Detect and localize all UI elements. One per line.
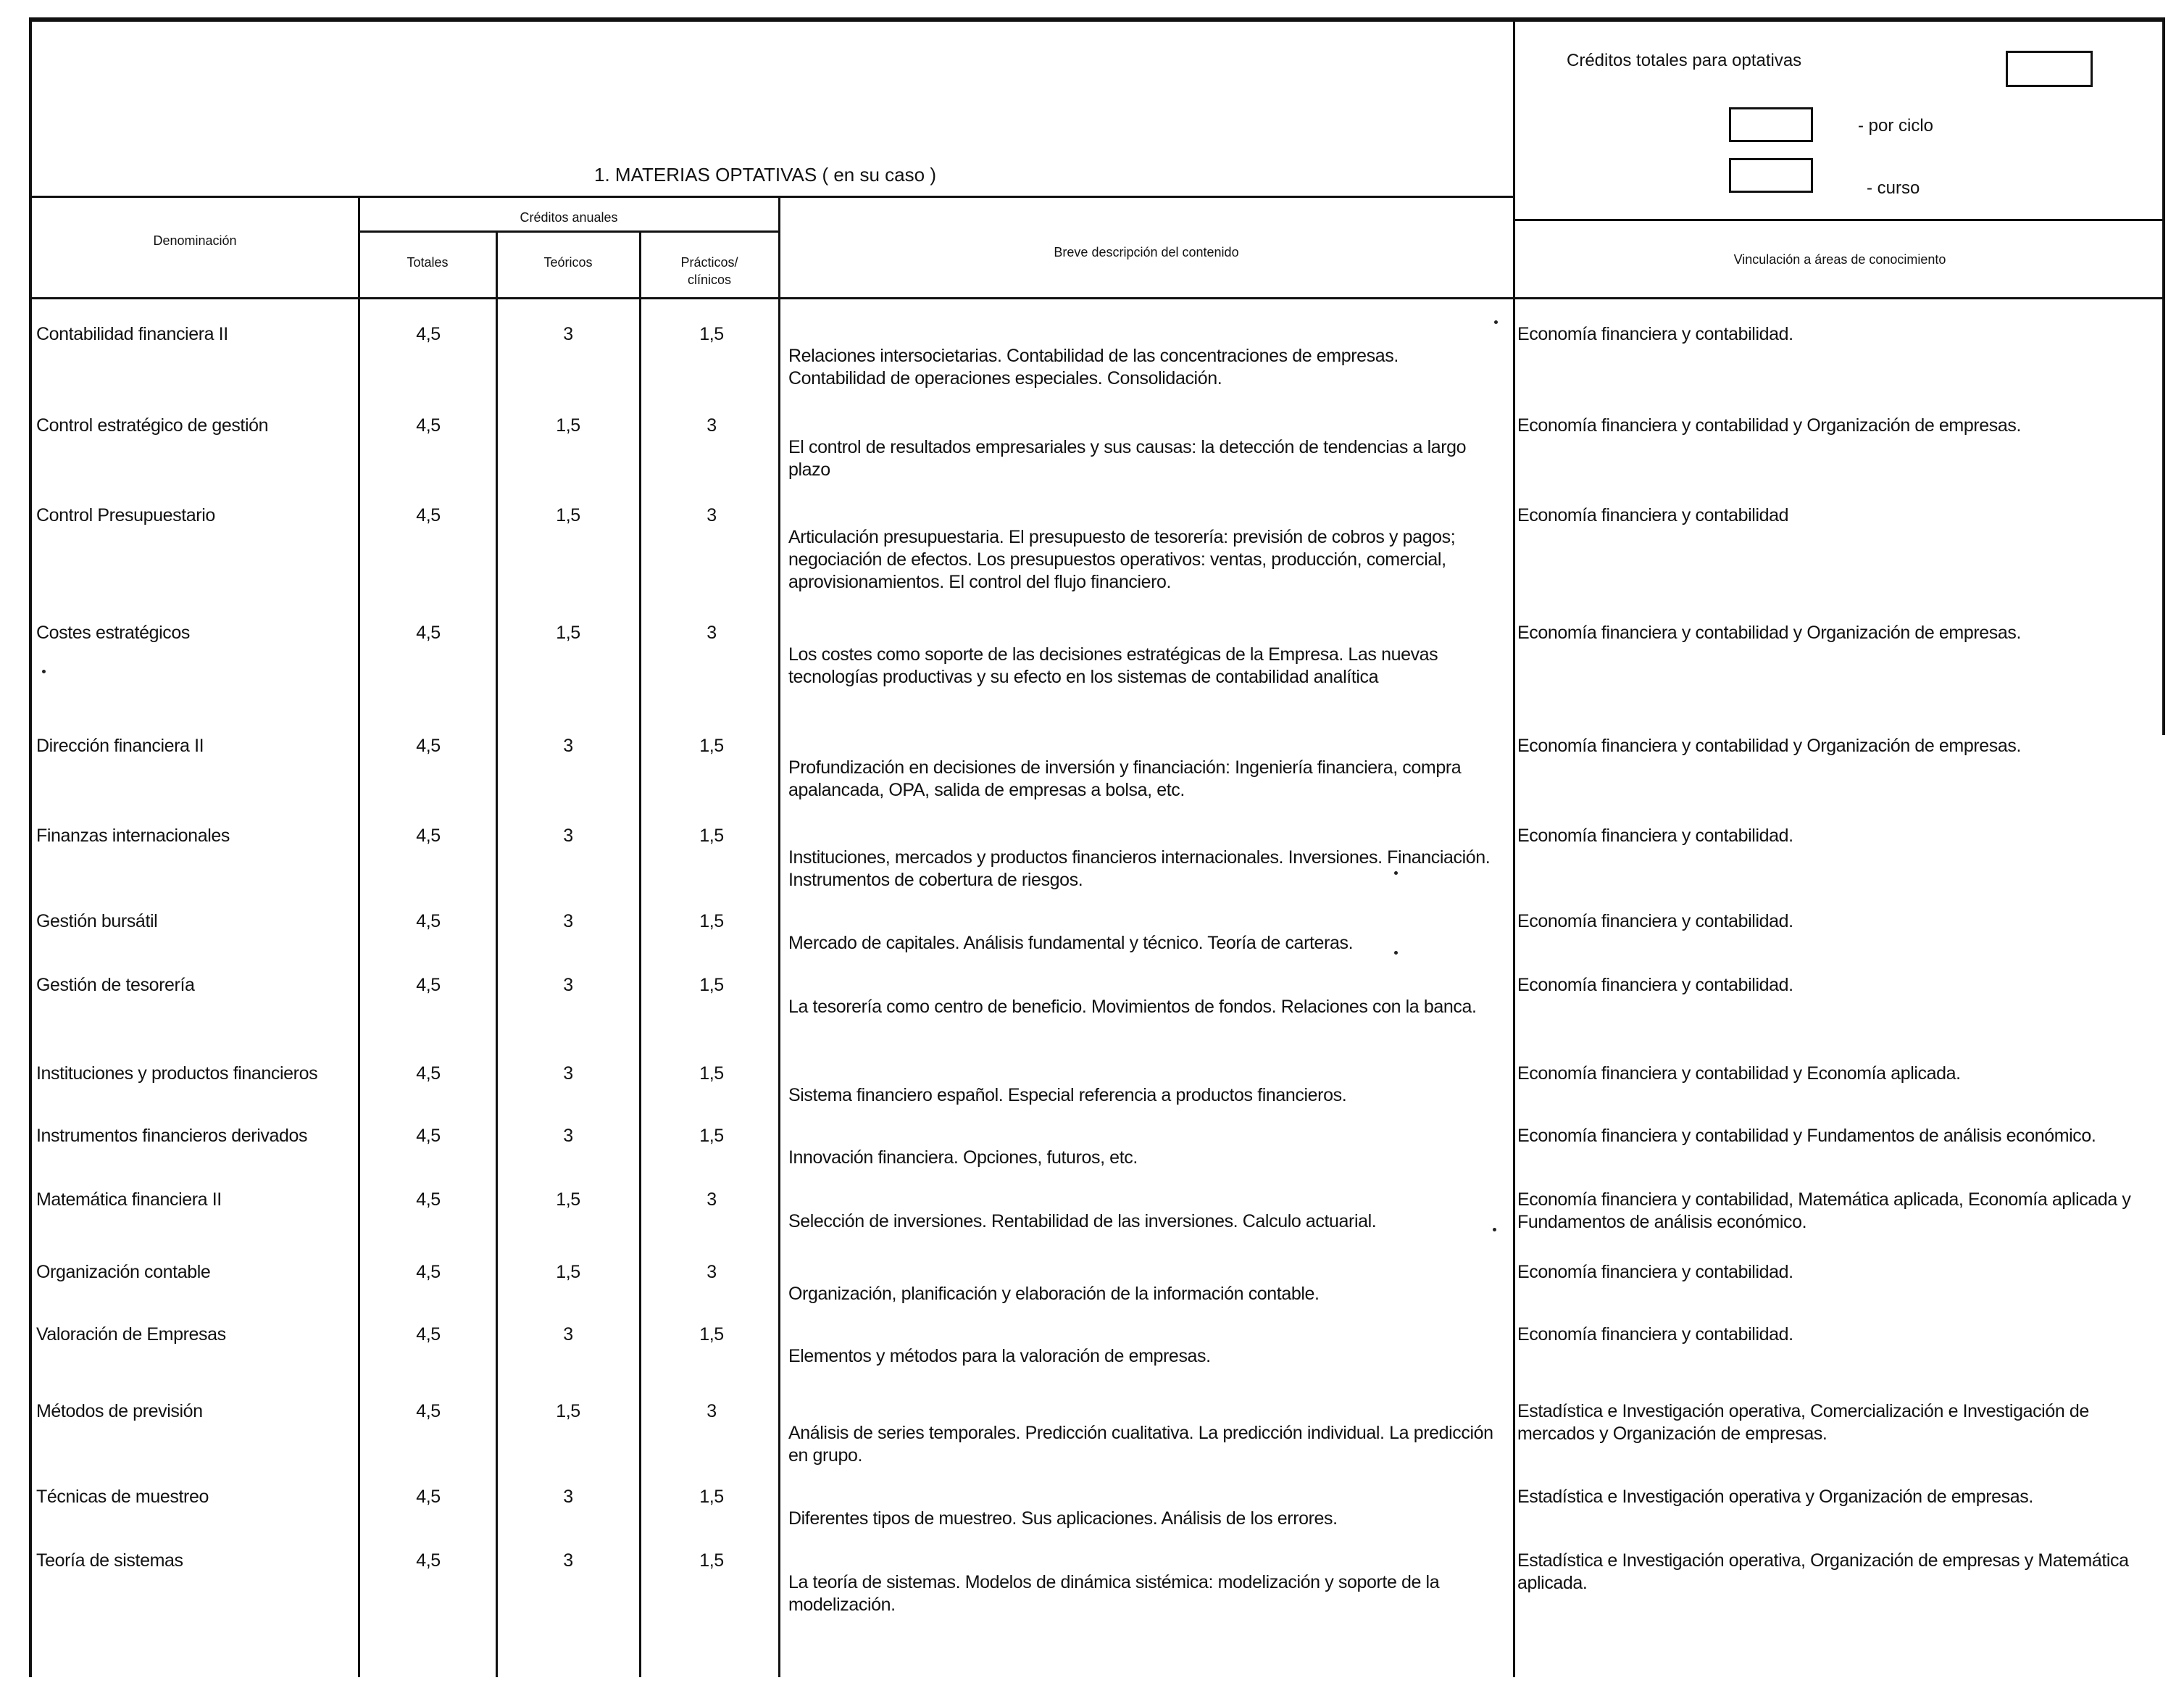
row-teoricos: 3	[563, 1126, 573, 1146]
row-name: Finanzas internacionales	[36, 826, 230, 846]
row-totales: 4,5	[416, 1063, 441, 1084]
row-name: Teoría de sistemas	[36, 1550, 183, 1571]
row-descripcion: Diferentes tipos de muestreo. Sus aplicaciones. Análisis de los errores.	[788, 1508, 1338, 1529]
row-practicos: 1,5	[699, 1063, 724, 1084]
row-descripcion: Innovación financiera. Opciones, futuros, etc.	[788, 1147, 1138, 1168]
row-teoricos: 3	[563, 975, 573, 995]
row-vinculacion: Economía financiera y contabilidad.	[1517, 1324, 1793, 1345]
row-teoricos: 3	[563, 324, 573, 344]
row-vinculacion: Estadística e Investigación operativa y Organización de empresas.	[1517, 1487, 2033, 1507]
row-name: Matemática financiera II	[36, 1189, 222, 1210]
row-descripcion: Análisis de series temporales. Predicción cualitativa. La predicción individual. La predicción en grupo.	[788, 1423, 1493, 1466]
right-border	[2162, 17, 2165, 735]
row-descripcion: Selección de inversiones. Rentabilidad de las inversiones. Calculo actuarial.	[788, 1211, 1377, 1231]
col-header-descripcion: Breve descripción del contenido	[1054, 245, 1239, 259]
scan-speck	[1494, 320, 1498, 324]
left-border	[29, 17, 32, 1677]
row-vinculacion: Economía financiera y contabilidad	[1517, 505, 1789, 525]
row-totales: 4,5	[416, 415, 441, 436]
row-practicos: 1,5	[699, 1550, 724, 1571]
row-teoricos: 1,5	[556, 623, 580, 643]
row-practicos: 1,5	[699, 324, 724, 344]
row-totales: 4,5	[416, 505, 441, 525]
row-descripcion: Mercado de capitales. Análisis fundamental y técnico. Teoría de carteras.	[788, 933, 1354, 953]
row-vinculacion: Economía financiera y contabilidad.	[1517, 324, 1793, 344]
row-vinculacion: Economía financiera y contabilidad y Organización de empresas.	[1517, 623, 2022, 643]
row-vinculacion: Economía financiera y contabilidad y Organización de empresas.	[1517, 736, 2022, 756]
por-ciclo-box[interactable]	[1729, 107, 1813, 142]
row-name: Métodos de previsión	[36, 1401, 203, 1421]
row-teoricos: 1,5	[556, 1189, 580, 1210]
row-descripcion: Los costes como soporte de las decisiones estratégicas de la Empresa. Las nuevas tecnologías productivas y su efecto en los sistemas de contabilidad analítica	[788, 644, 1438, 687]
row-teoricos: 3	[563, 826, 573, 846]
row-totales: 4,5	[416, 975, 441, 995]
row-totales: 4,5	[416, 623, 441, 643]
col-line-2	[496, 230, 498, 1677]
row-vinculacion: Economía financiera y contabilidad y Organización de empresas.	[1517, 415, 2022, 436]
por-ciclo-label: - por ciclo	[1858, 116, 1934, 136]
row-totales: 4,5	[416, 736, 441, 756]
row-name: Dirección financiera II	[36, 736, 204, 756]
creditos-sub-line	[359, 230, 778, 233]
row-totales: 4,5	[416, 1550, 441, 1571]
row-practicos: 1,5	[699, 1487, 724, 1507]
row-vinculacion: Economía financiera y contabilidad y Fundamentos de análisis económico.	[1517, 1126, 2096, 1146]
row-teoricos: 3	[563, 1324, 573, 1345]
col-header-practicos-line2: clínicos	[687, 273, 732, 287]
row-teoricos: 1,5	[556, 1262, 580, 1282]
row-vinculacion: Economía financiera y contabilidad y Economía aplicada.	[1517, 1063, 1961, 1084]
row-vinculacion: Estadística e Investigación operativa, Organización de empresas y Matemática aplicada.	[1517, 1550, 2129, 1593]
col-header-practicos-line1: Prácticos/	[680, 255, 738, 270]
row-descripcion: Articulación presupuestaria. El presupuesto de tesorería: previsión de cobros y pagos; negociación de efectos. Los presupuestos operativos: ventas, producción, comercial, aprovisionamientos. El control del flujo financiero.	[788, 527, 1456, 592]
row-descripcion: Relaciones intersocietarias. Contabilidad de las concentraciones de empresas. Contabilidad de operaciones especiales. Consolidación.	[788, 346, 1399, 388]
col-header-practicos	[641, 254, 778, 288]
row-practicos: 1,5	[699, 736, 724, 756]
row-descripcion: Elementos y métodos para la valoración de empresas.	[788, 1346, 1211, 1366]
col-line-3	[639, 230, 641, 1677]
row-descripcion: Instituciones, mercados y productos financieros internacionales. Inversiones. Financiación. Instrumentos de cobertura de riesgos.	[788, 847, 1491, 890]
row-name: Instrumentos financieros derivados	[36, 1126, 308, 1146]
row-name: Instituciones y productos financieros	[36, 1063, 318, 1084]
col-header-totales: Totales	[407, 255, 449, 270]
scan-speck	[1394, 871, 1398, 875]
row-descripcion: El control de resultados empresariales y sus causas: la detección de tendencias a largo plazo	[788, 437, 1467, 480]
row-descripcion: La tesorería como centro de beneficio. Movimientos de fondos. Relaciones con la banca.	[788, 997, 1477, 1017]
row-teoricos: 3	[563, 1550, 573, 1571]
scan-speck	[1394, 951, 1398, 955]
row-teoricos: 1,5	[556, 415, 580, 436]
section-title: 1. MATERIAS OPTATIVAS ( en su caso )	[594, 164, 936, 186]
row-descripcion: La teoría de sistemas. Modelos de dinámica sistémica: modelización y soporte de la modelización.	[788, 1572, 1440, 1615]
row-descripcion: Organización, planificación y elaboración de la información contable.	[788, 1284, 1320, 1304]
row-teoricos: 1,5	[556, 505, 580, 525]
row-name: Técnicas de muestreo	[36, 1487, 209, 1507]
row-practicos: 1,5	[699, 911, 724, 931]
row-totales: 4,5	[416, 1126, 441, 1146]
row-vinculacion: Economía financiera y contabilidad.	[1517, 911, 1793, 931]
row-teoricos: 3	[563, 736, 573, 756]
row-practicos: 3	[707, 415, 717, 436]
title-bottom-line	[29, 196, 1513, 198]
row-descripcion: Sistema financiero español. Especial referencia a productos financieros.	[788, 1085, 1347, 1105]
col-header-creditos-anuales: Créditos anuales	[520, 210, 618, 225]
row-totales: 4,5	[416, 911, 441, 931]
row-vinculacion: Economía financiera y contabilidad, Matemática aplicada, Economía aplicada y Fundamentos de análisis económico.	[1517, 1189, 2131, 1232]
row-totales: 4,5	[416, 1487, 441, 1507]
row-name: Control Presupuestario	[36, 505, 215, 525]
scan-speck	[42, 670, 46, 673]
row-descripcion: Profundización en decisiones de inversión y financiación: Ingeniería financiera, compra apalancada, OPA, salida de empresas a bolsa, etc.	[788, 757, 1462, 800]
creditos-totales-label: Créditos totales para optativas	[1567, 51, 1802, 70]
row-name: Control estratégico de gestión	[36, 415, 269, 436]
row-totales: 4,5	[416, 1401, 441, 1421]
row-totales: 4,5	[416, 1189, 441, 1210]
col-headers-bottom-line	[29, 297, 2165, 299]
row-name: Valoración de Empresas	[36, 1324, 226, 1345]
row-practicos: 3	[707, 1262, 717, 1282]
row-teoricos: 3	[563, 1063, 573, 1084]
creditos-totales-box[interactable]	[2006, 51, 2093, 87]
row-practicos: 1,5	[699, 1126, 724, 1146]
row-practicos: 3	[707, 1189, 717, 1210]
row-practicos: 1,5	[699, 975, 724, 995]
row-vinculacion: Economía financiera y contabilidad.	[1517, 975, 1793, 995]
col-header-vinculacion: Vinculación a áreas de conocimiento	[1733, 252, 1946, 267]
header-bottom-line	[1513, 219, 2165, 221]
row-name: Costes estratégicos	[36, 623, 190, 643]
col-header-teoricos: Teóricos	[543, 255, 593, 270]
col-header-denominacion: Denominación	[153, 233, 237, 248]
curso-box[interactable]	[1729, 158, 1813, 193]
row-vinculacion: Estadística e Investigación operativa, Comercialización e Investigación de mercados y Organización de empresas.	[1517, 1401, 2089, 1444]
row-name: Gestión de tesorería	[36, 975, 195, 995]
row-practicos: 3	[707, 1401, 717, 1421]
row-totales: 4,5	[416, 826, 441, 846]
row-name: Contabilidad financiera II	[36, 324, 228, 344]
row-teoricos: 3	[563, 1487, 573, 1507]
curso-label: - curso	[1867, 178, 1920, 198]
row-teoricos: 1,5	[556, 1401, 580, 1421]
top-border	[29, 17, 2165, 22]
row-practicos: 3	[707, 505, 717, 525]
row-vinculacion: Economía financiera y contabilidad.	[1517, 826, 1793, 846]
row-totales: 4,5	[416, 324, 441, 344]
row-practicos: 1,5	[699, 826, 724, 846]
row-practicos: 1,5	[699, 1324, 724, 1345]
row-vinculacion: Economía financiera y contabilidad.	[1517, 1262, 1793, 1282]
row-practicos: 3	[707, 623, 717, 643]
row-name: Organización contable	[36, 1262, 211, 1282]
row-totales: 4,5	[416, 1262, 441, 1282]
row-teoricos: 3	[563, 911, 573, 931]
row-name: Gestión bursátil	[36, 911, 158, 931]
row-totales: 4,5	[416, 1324, 441, 1345]
scan-speck	[1493, 1228, 1496, 1231]
